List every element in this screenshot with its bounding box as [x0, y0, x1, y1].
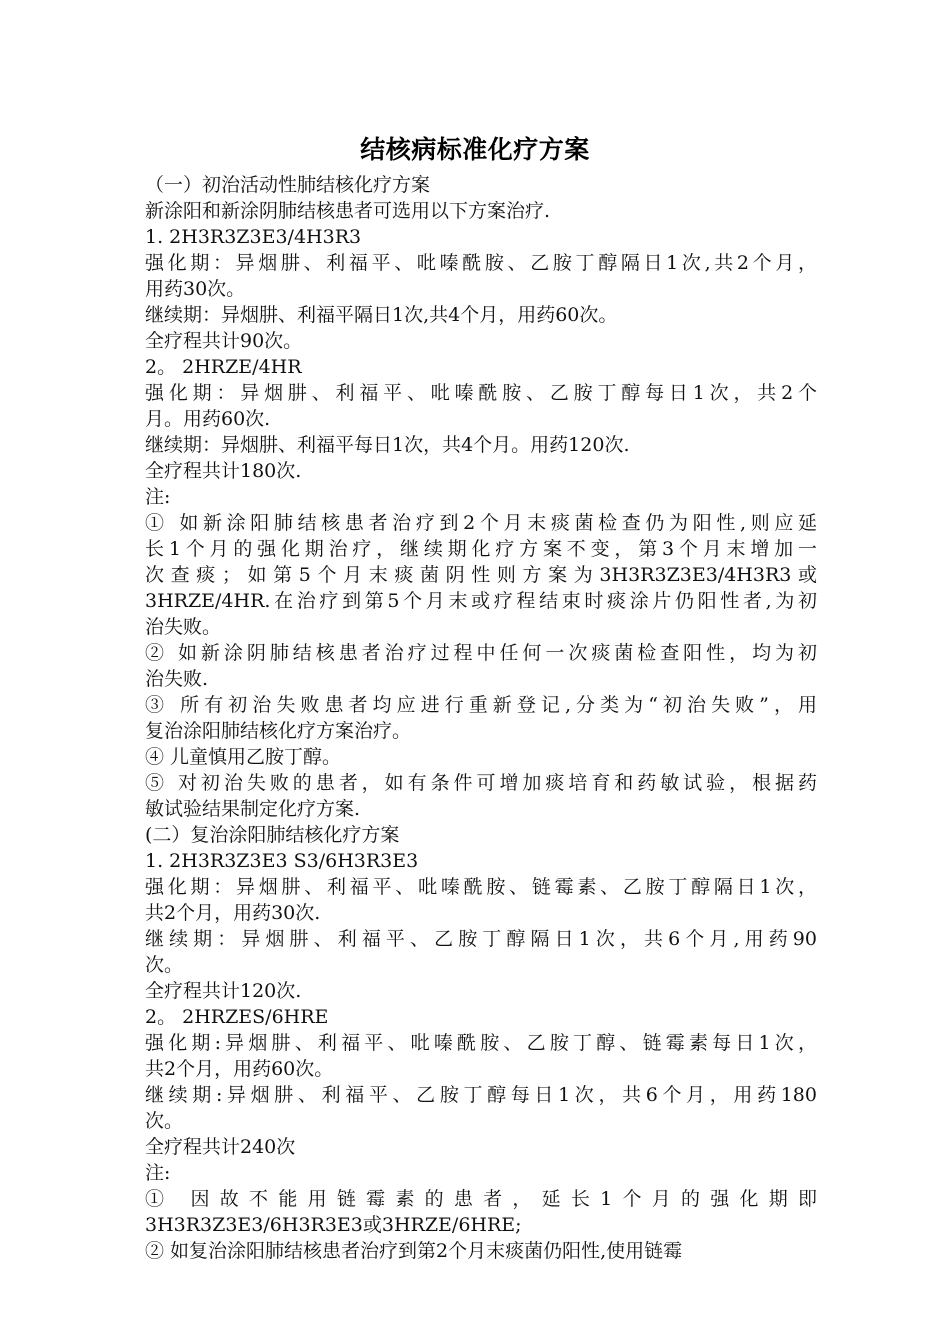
text-line: ② 如新涂阴肺结核患者治疗过程中任何一次痰菌检查阳性，均为初: [145, 642, 817, 664]
text-line: 次查痰；如第5个月末痰菌阴性则方案为3H3R3Z3E3/4H3R3或: [145, 564, 817, 586]
document-body: [145, 172, 817, 1264]
text-line: 继续期：异烟肼、利福平每日1次，共4个月。用药120次.: [145, 434, 630, 456]
text-line: 强化期:异烟肼、利福平、吡嗪酰胺、乙胺丁醇、链霉素每日1次，: [145, 1032, 817, 1054]
text-line: 2。 2HRZE/4HR: [145, 356, 302, 378]
text-line: 全疗程共计90次。: [145, 330, 303, 352]
text-line: 1. 2H3R3Z3E3/4H3R3: [145, 226, 362, 248]
text-line: 治失败。: [145, 616, 222, 638]
text-line: 继续期：异烟肼、利福平隔日1次,共4个月，用药60次。: [145, 304, 618, 326]
text-line: ② 如复治涂阳肺结核患者治疗到第2个月末痰菌仍阳性,使用链霉: [145, 1240, 683, 1262]
text-line: 3HRZE/4HR.在治疗到第5个月末或疗程结束时痰涂片仍阳性者,为初: [145, 590, 817, 612]
text-line: (二）复治涂阳肺结核化疗方案: [145, 824, 400, 846]
text-line: 共2个月，用药30次.: [145, 902, 321, 924]
text-line: 强化期：异烟肼、利福平、吡嗪酰胺、乙胺丁醇每日1次，共2个: [145, 382, 817, 404]
text-line: 长1个月的强化期治疗，继续期化疗方案不变，第3个月末增加一: [145, 538, 817, 560]
text-line: 治失败.: [145, 668, 209, 690]
text-line: 强化期：异烟肼、利福平、吡嗪酰胺、乙胺丁醇隔日1次,共2个月，: [145, 252, 817, 274]
text-line: 全疗程共计240次: [145, 1136, 296, 1158]
text-line: 继续期：异烟肼、利福平、乙胺丁醇隔日1次，共6个月,用药90: [145, 928, 817, 950]
text-line: 强化期：异烟肼、利福平、吡嗪酰胺、链霉素、乙胺丁醇隔日1次，: [145, 876, 817, 898]
text-line: ① 因故不能用链霉素的患者，延长1个月的强化期即: [145, 1188, 817, 1210]
text-line: 1. 2H3R3Z3E3 S3/6H3R3E3: [145, 850, 419, 872]
text-line: 3H3R3Z3E3/6H3R3E3或3HRZE/6HRE;: [145, 1214, 522, 1236]
text-line: 复治涂阳肺结核化疗方案治疗。: [145, 720, 412, 742]
text-line: ③ 所有初治失败患者均应进行重新登记,分类为“初治失败”，用: [145, 694, 817, 716]
text-line: 2。 2HRZES/6HRE: [145, 1006, 329, 1028]
document-title: 结核病标准化疗方案: [360, 135, 590, 164]
text-line: 全疗程共计120次.: [145, 980, 302, 1002]
text-line: ⑤ 对初治失败的患者，如有条件可增加痰培育和药敏试验，根据药: [145, 772, 817, 794]
text-line: （一）初治活动性肺结核化疗方案: [145, 174, 431, 196]
text-line: 共2个月，用药60次。: [145, 1058, 334, 1080]
text-line: 敏试验结果制定化疗方案.: [145, 798, 361, 820]
text-line: 次。: [145, 954, 184, 976]
text-line: 月。用药60次.: [145, 408, 271, 430]
text-line: 新涂阳和新涂阴肺结核患者可选用以下方案治疗.: [145, 200, 551, 222]
text-line: 全疗程共计180次.: [145, 460, 302, 482]
text-line: 继续期:异烟肼、利福平、乙胺丁醇每日1次，共6个月，用药180: [145, 1084, 817, 1106]
text-line: 次。: [145, 1110, 184, 1132]
text-line: 注:: [145, 486, 171, 508]
text-line: ① 如新涂阳肺结核患者治疗到2个月末痰菌检查仍为阳性,则应延: [145, 512, 817, 534]
text-line: ④ 儿童慎用乙胺丁醇。: [145, 746, 342, 768]
text-line: 用药30次。: [145, 278, 246, 300]
text-line: 注:: [145, 1162, 171, 1184]
